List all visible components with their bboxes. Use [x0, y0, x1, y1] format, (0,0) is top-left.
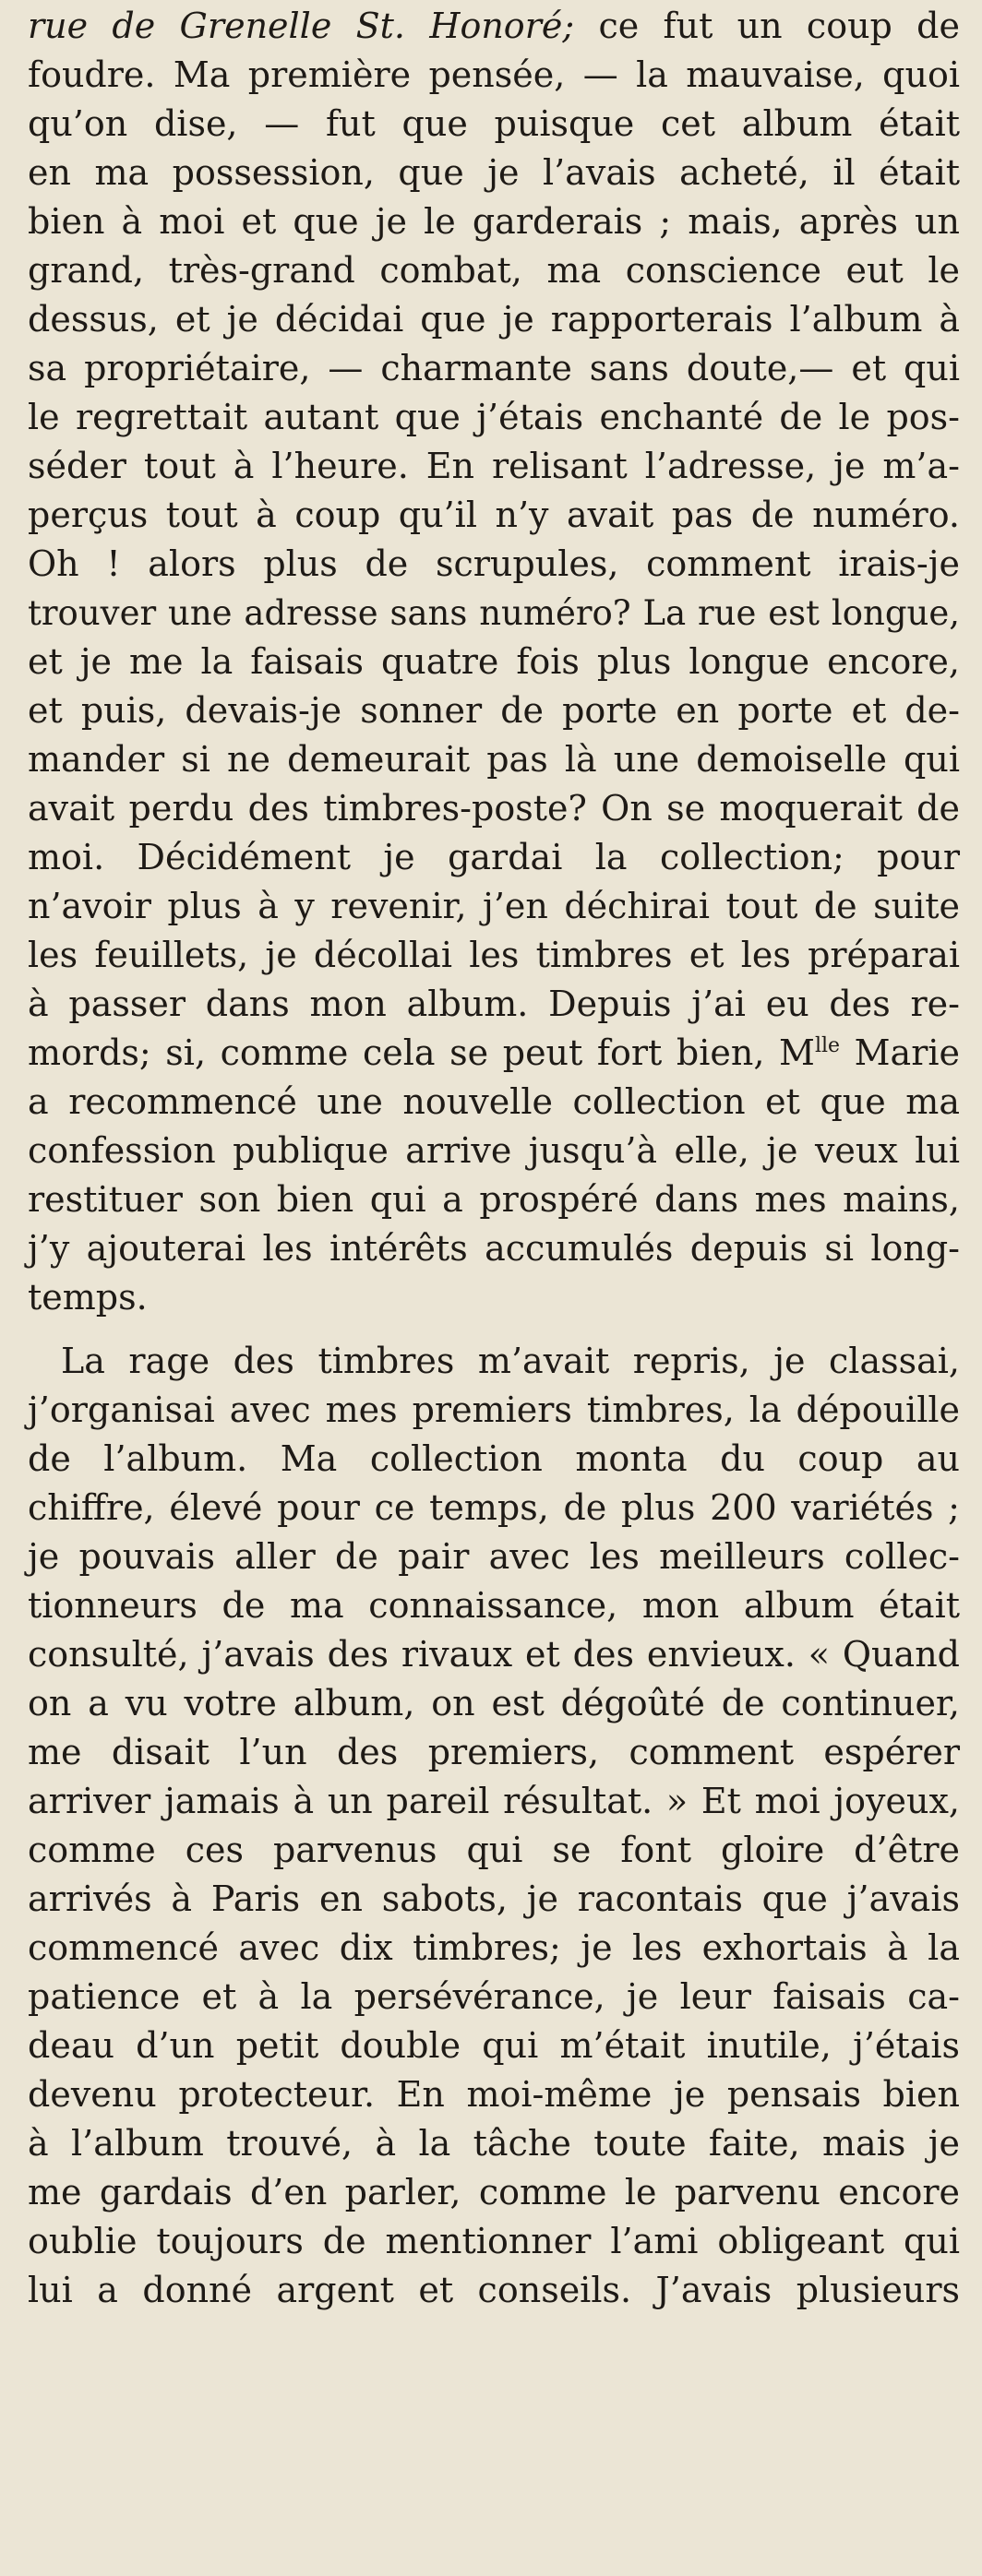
- text-line: [28, 2266, 960, 2315]
- line-text: tionneurs de ma connaissance, mon album était: [28, 1585, 960, 1626]
- text-line: [28, 2217, 960, 2266]
- text-line: [28, 1728, 960, 1777]
- text-line: [28, 2168, 960, 2217]
- text-line: [28, 2021, 960, 2070]
- text-line: [28, 1175, 960, 1224]
- line-text: et puis, devais-je sonner de porte en porte et de-: [28, 690, 960, 731]
- line-text: séder tout à l’heure. En relisant l’adresse, je m’a-: [28, 446, 960, 486]
- text-line: [28, 735, 960, 784]
- text-line: [28, 1484, 960, 1532]
- text-line: [28, 491, 960, 540]
- text-line: [28, 1924, 960, 1973]
- line-text: me gardais d’en parler, comme le parvenu encore: [28, 2172, 960, 2212]
- line-text: arriver jamais à un pareil résultat. » Et moi joyeux,: [28, 1781, 960, 1821]
- line-text: me disait l’un des premiers, comment espérer: [28, 1732, 960, 1772]
- text-line: [28, 1679, 960, 1728]
- text-line: [28, 100, 960, 149]
- text-block: [28, 2, 960, 2315]
- line-text: à passer dans mon album. Depuis j’ai eu des re-: [28, 984, 960, 1024]
- text-line: [28, 51, 960, 100]
- line-text: qu’on dise, — fut que puisque cet album était: [28, 103, 960, 144]
- line-text: a recommencé une nouvelle collection et que ma: [28, 1081, 960, 1122]
- line-text: le regrettait autant que j’étais enchanté de le pos-: [28, 397, 960, 437]
- text-line: [28, 833, 960, 882]
- line-text: avait perdu des timbres-poste? On se moquerait de: [28, 788, 960, 829]
- text-line: [28, 149, 960, 197]
- paragraph: [28, 1337, 960, 2315]
- text-line: [28, 931, 960, 980]
- line-text: restituer son bien qui a prospéré dans mes mains,: [28, 1179, 960, 1220]
- line-text: à l’album trouvé, à la tâche toute faite, mais je: [28, 2123, 960, 2164]
- line-text: deau d’un petit double qui m’était inutile, j’étais: [28, 2025, 960, 2066]
- line-text: de l’album. Ma collection monta du coup au: [28, 1438, 960, 1479]
- text-line: [28, 980, 960, 1029]
- line-text-tail: Marie: [840, 1032, 961, 1073]
- line-text: patience et à la persévérance, je leur faisais ca-: [28, 1976, 960, 2017]
- superscript-abbreviation: lle: [814, 1034, 841, 1057]
- line-text: confession publique arrive jusqu’à elle, je veux lui: [28, 1130, 960, 1171]
- line-text: bien à moi et que je le garderais ; mais, après un: [28, 201, 960, 242]
- line-text: je pouvais aller de pair avec les meilleurs collec-: [28, 1536, 960, 1577]
- text-line: [28, 2119, 960, 2168]
- line-text: consulté, j’avais des rivaux et des envieux. « Quand: [28, 1634, 960, 1675]
- line-text: foudre. Ma première pensée, — la mauvaise, quoi: [28, 54, 960, 95]
- text-line: [28, 2, 960, 51]
- line-text: j’y ajouterai les intérêts accumulés depuis si long-: [28, 1228, 960, 1269]
- italic-address: rue de Grenelle St. Honoré;: [28, 6, 575, 46]
- line-text: mords; si, comme cela se peut fort bien, M: [28, 1032, 815, 1073]
- text-line: [28, 246, 960, 295]
- text-line: [28, 1386, 960, 1435]
- text-line: [28, 442, 960, 491]
- line-text: devenu protecteur. En moi-même je pensais bien: [28, 2074, 960, 2115]
- text-line: [28, 197, 960, 246]
- text-line: [28, 686, 960, 735]
- line-text: on a vu votre album, on est dégoûté de continuer,: [28, 1683, 960, 1723]
- text-line: [28, 1630, 960, 1679]
- text-line: [28, 1581, 960, 1630]
- text-line: [28, 2070, 960, 2119]
- text-line: [28, 1435, 960, 1484]
- line-text: lui a donné argent et conseils. J’avais plusieurs: [28, 2270, 960, 2310]
- line-text: sa propriétaire, — charmante sans doute,— et qui: [28, 348, 960, 388]
- line-text: temps.: [28, 1277, 148, 1318]
- text-line: [28, 1029, 960, 1078]
- text-line: [28, 1078, 960, 1127]
- text-line: [28, 540, 960, 589]
- text-line: [28, 1224, 960, 1273]
- line-text: dessus, et je décidai que je rapporterais l’album à: [28, 299, 960, 340]
- line-text: chiffre, élevé pour ce temps, de plus 200 variétés ;: [28, 1487, 960, 1528]
- text-line: [28, 1826, 960, 1875]
- line-text: grand, très-grand combat, ma conscience eut le: [28, 250, 960, 291]
- line-text: La rage des timbres m’avait repris, je classai,: [61, 1341, 960, 1381]
- text-line: [28, 1532, 960, 1581]
- text-line: [28, 344, 960, 393]
- text-line: [28, 295, 960, 344]
- line-text: oublie toujours de mentionner l’ami obligeant qui: [28, 2221, 960, 2261]
- line-text: perçus tout à coup qu’il n’y avait pas de numéro.: [28, 495, 960, 535]
- text-line: [28, 1273, 960, 1322]
- text-line: [28, 1127, 960, 1175]
- text-line: [28, 882, 960, 931]
- text-line: [28, 393, 960, 442]
- line-text: mander si ne demeurait pas là une demoiselle qui: [28, 739, 960, 780]
- text-line: [28, 784, 960, 833]
- line-text: arrivés à Paris en sabots, je racontais que j’avais: [28, 1878, 960, 1919]
- text-line: [28, 589, 960, 638]
- line-text: ce fut un coup de: [574, 6, 960, 46]
- line-text: et je me la faisais quatre fois plus longue encore,: [28, 641, 960, 682]
- line-text: j’organisai avec mes premiers timbres, la dépouille: [28, 1389, 960, 1430]
- line-text: commencé avec dix timbres; je les exhortais à la: [28, 1927, 960, 1968]
- line-text: en ma possession, que je l’avais acheté, il était: [28, 152, 960, 193]
- text-line: [28, 1337, 960, 1386]
- text-line: [28, 1973, 960, 2021]
- text-line: [28, 638, 960, 686]
- text-line: [28, 1777, 960, 1826]
- line-text: Oh ! alors plus de scrupules, comment irais-je: [28, 543, 960, 584]
- line-text: moi. Décidément je gardai la collection; pour: [28, 837, 960, 877]
- line-text: les feuillets, je décollai les timbres et les préparai: [28, 935, 960, 975]
- paragraph: [28, 2, 960, 1322]
- line-text: trouver une adresse sans numéro? La rue est longue,: [28, 593, 960, 633]
- text-line: [28, 1875, 960, 1924]
- line-text: comme ces parvenus qui se font gloire d’être: [28, 1830, 960, 1870]
- line-text: n’avoir plus à y revenir, j’en déchirai tout de suite: [28, 886, 960, 926]
